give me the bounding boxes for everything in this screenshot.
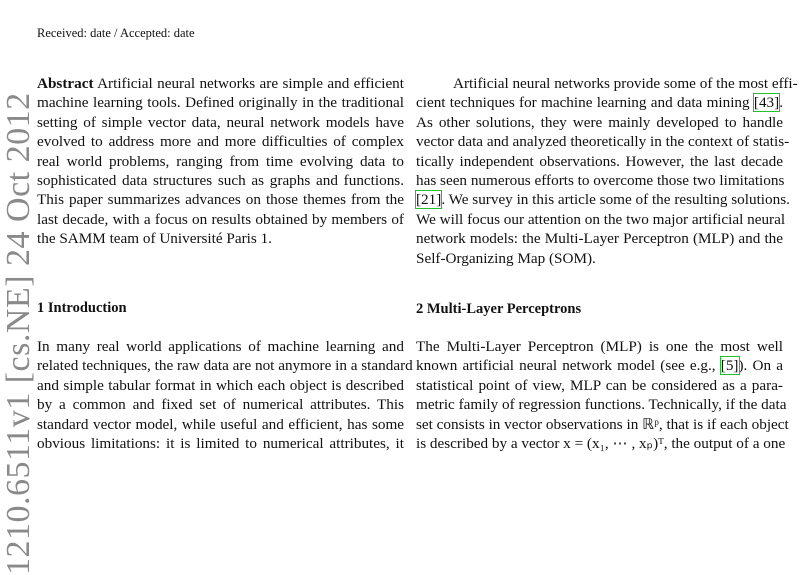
text-line [416, 210, 786, 229]
introduction-text [37, 337, 413, 453]
text-line [416, 376, 783, 395]
line-text: We will focus our attention on the two major artificial neural [416, 210, 786, 228]
line-text: This paper summarizes advances on those themes from the [37, 191, 404, 209]
abstract-label: Abstract [37, 75, 94, 92]
line-text: Artificial neural networks provide some of the most effi- [453, 75, 798, 92]
text-line [37, 171, 404, 190]
text-line [416, 190, 790, 209]
text-line [37, 229, 404, 248]
text-line [37, 152, 404, 171]
text-line [416, 337, 783, 356]
text-line [416, 74, 798, 93]
line-text: set consists in vector observations in ℝ [416, 415, 655, 433]
line-text: statistical point of view, MLP can be considered as a para- [416, 376, 783, 394]
text-line [37, 190, 404, 209]
line-text: Artificial neural networks are simple and efficient [93, 75, 404, 92]
citation-link[interactable]: [5] [720, 357, 739, 375]
text-line [416, 152, 783, 171]
text-line [416, 229, 783, 248]
line-text: sophisticated data structures such as graphs and functions. [37, 171, 404, 189]
intro-continued-text [416, 74, 798, 268]
text-line: obvious limitations: it is limited to numerical attributes, it [37, 434, 404, 452]
text-line [416, 113, 783, 132]
line-text: evolved to address more and more difficulties of complex [37, 133, 404, 151]
received-accepted-line: Received: date / Accepted: date [37, 26, 195, 40]
text-line [416, 132, 790, 151]
line-text: The Multi-Layer Perceptron (MLP) is one the most well [416, 338, 783, 355]
text-line [416, 171, 783, 190]
text-line: standard vector model, while useful and efficient, has some [37, 415, 404, 433]
line-text: , the output of a one [663, 434, 786, 452]
line-text: setting of simple vector data, neural network models have [37, 113, 404, 131]
superscript: ᵀ [658, 434, 664, 452]
line-text: real world problems, ranging from time evolving data to [37, 152, 404, 170]
line-text: metric family of regression functions. Technically, if the data [416, 396, 787, 414]
text-line [416, 356, 783, 375]
abstract [37, 74, 404, 249]
mlp-text [416, 337, 789, 453]
line-text: tically independent observations. However, the last decade [416, 152, 783, 170]
line-text: ). On a [738, 357, 783, 375]
line-text: . [779, 94, 783, 112]
text-line [37, 132, 404, 151]
superscript: ᵖ [654, 415, 659, 433]
line-text: cient techniques for machine learning and data mining [416, 94, 754, 112]
text-line [416, 434, 786, 453]
arxiv-stamp: 1210.6511v1 [cs.NE] 24 Oct 2012 [0, 92, 37, 575]
line-text: the SAMM team of Université Paris 1. [37, 230, 272, 248]
line-text: vector data and analyzed theoretically in the context of statis- [416, 133, 790, 151]
text-line [416, 249, 783, 268]
line-text: . We survey in this article some of the resulting solutions. [441, 191, 790, 209]
text-line: by a common and fixed set of numerical attributes. This [37, 396, 404, 414]
text-line [37, 113, 404, 132]
text-line [416, 395, 787, 414]
citation-link[interactable]: [43] [753, 94, 780, 112]
line-text: known artificial neural network model (see e.g., [416, 357, 721, 375]
section-heading-introduction: 1 Introduction [37, 300, 127, 316]
line-text: Self-Organizing Map (SOM). [416, 249, 596, 267]
text-line [416, 415, 789, 434]
line-text: , that is if each object [658, 415, 789, 433]
section-heading-mlp: 2 Multi-Layer Perceptrons [416, 301, 582, 317]
line-text: As other solutions, they were mainly developed to handle [416, 113, 783, 131]
line-text: network models: the Multi-Layer Perceptron (MLP) and the [416, 230, 783, 248]
text-line: related techniques, the raw data are not anymore in a standard [37, 357, 413, 375]
line-text: has seen numerous efforts to overcome those two limitations [416, 171, 785, 189]
line-text: machine learning tools. Defined originally in the traditional [37, 94, 404, 112]
text-line: and simple tabular format in which each object is described [37, 376, 404, 394]
text-line [37, 93, 404, 112]
line-text: is described by a vector x = (x₁, ⋯ , xₚ) [416, 434, 659, 452]
text-line [416, 93, 783, 112]
citation-link[interactable]: [21] [416, 191, 442, 209]
text-line: In many real world applications of machine learning and [37, 338, 404, 355]
text-line [37, 74, 404, 93]
line-text: last decade, with a focus on results obtained by members of [37, 210, 404, 228]
text-line [37, 210, 404, 229]
